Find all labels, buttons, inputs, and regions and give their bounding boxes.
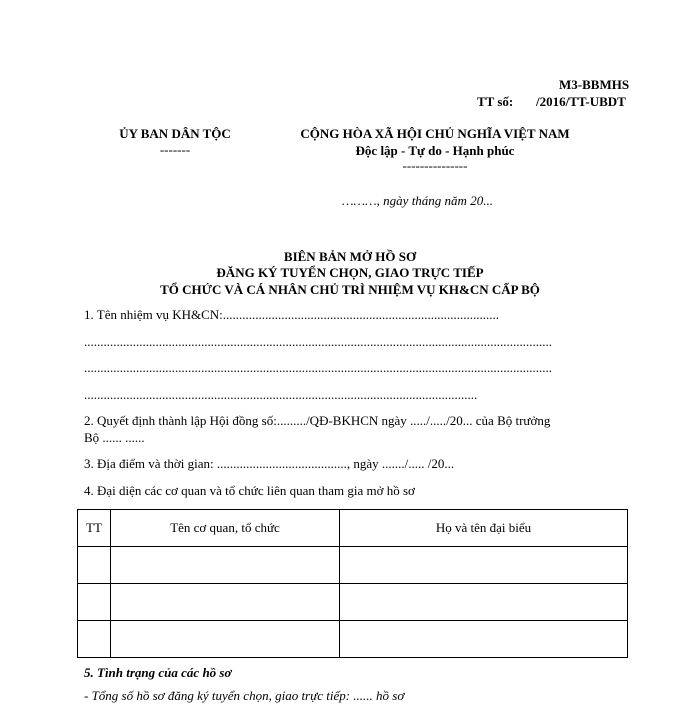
representatives-table bbox=[77, 509, 628, 658]
table-cell bbox=[111, 547, 340, 584]
table-cell bbox=[78, 547, 111, 584]
document-title-line3: TỔ CHỨC VÀ CÁ NHÂN CHỦ TRÌ NHIỆM VỤ KH&CN CẤP BỘ bbox=[160, 282, 540, 297]
section-1-dots-line-c: ......................................................................................................................... bbox=[84, 387, 478, 402]
table-header-row bbox=[78, 510, 628, 547]
table-row bbox=[78, 584, 628, 621]
table-cell bbox=[78, 621, 111, 658]
circular-label: TT số: bbox=[477, 94, 514, 109]
column-header-organization: Tên cơ quan, tổ chức bbox=[111, 510, 340, 547]
national-motto: CỘNG HÒA XÃ HỘI CHỦ NGHĨA VIỆT NAM bbox=[300, 126, 570, 141]
section-1-dots-line-a: ................................................................................................................................................ bbox=[84, 334, 552, 349]
agency-name: ỦY BAN DÂN TỘC bbox=[119, 126, 231, 141]
table-cell bbox=[340, 584, 628, 621]
section-3-place-time: 3. Địa điểm và thời gian: ........................................, ngày ......./..... /20... bbox=[84, 456, 455, 471]
section-5-status: 5. Tình trạng của các hồ sơ bbox=[84, 665, 232, 680]
document-title-line1: BIÊN BẢN MỞ HỒ SƠ bbox=[283, 249, 417, 264]
circular-number: /2016/TT-UBDT bbox=[536, 94, 626, 109]
table-row bbox=[78, 621, 628, 658]
date-line: ………, ngày tháng năm 20... bbox=[342, 193, 493, 208]
national-underline: --------------- bbox=[402, 158, 468, 173]
section-1-task-name: 1. Tên nhiệm vụ KH&CN:..................................................................................... bbox=[84, 307, 500, 322]
table-cell bbox=[340, 547, 628, 584]
form-code: M3-BBMHS bbox=[559, 77, 630, 92]
section-2-decision: 2. Quyết định thành lập Hội đồng số:........./QĐ-BKHCN ngày ...../...../20... của Bộ trưởng bbox=[84, 413, 551, 428]
section-5-total-dossiers: - Tổng số hồ sơ đăng ký tuyển chọn, giao trực tiếp: ...... hồ sơ bbox=[84, 688, 405, 703]
table-cell bbox=[111, 621, 340, 658]
agency-underline: ------- bbox=[159, 142, 191, 157]
section-1-dots-line-b: ................................................................................................................................................ bbox=[84, 360, 552, 375]
column-header-representative: Họ và tên đại biểu bbox=[340, 510, 628, 547]
table-cell bbox=[78, 584, 111, 621]
table-cell bbox=[111, 584, 340, 621]
section-4-representatives: 4. Đại diện các cơ quan và tổ chức liên quan tham gia mở hồ sơ bbox=[84, 483, 415, 498]
national-slogan: Độc lập - Tự do - Hạnh phúc bbox=[355, 143, 515, 158]
document-title-line2: ĐĂNG KÝ TUYỂN CHỌN, GIAO TRỰC TIẾP bbox=[216, 265, 484, 280]
table-row bbox=[78, 547, 628, 584]
section-2-ministry: Bộ ...... ...... bbox=[84, 430, 145, 445]
table-cell bbox=[340, 621, 628, 658]
column-header-tt: TT bbox=[78, 510, 111, 547]
